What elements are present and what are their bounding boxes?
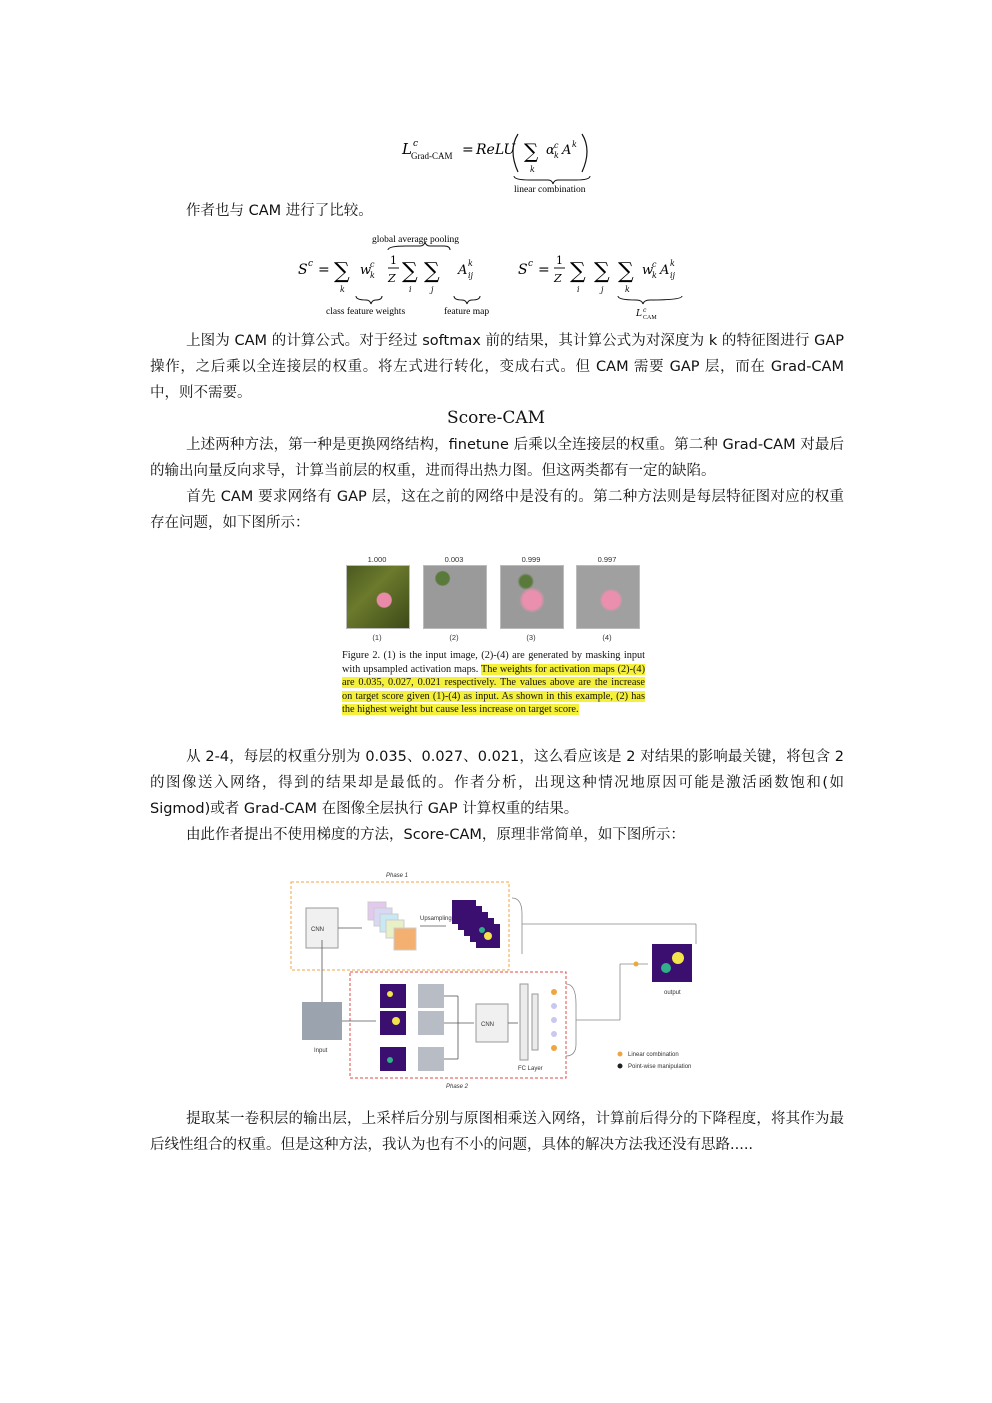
paragraph-methods: 上述两种方法，第一种是更换网络结构，finetune 后乘以全连接层的权重。第二种 Grad-CAM 对最后的输出向量反向求导，计算当前层的权重，进而得出热力图。但这两类都有一定的缺陷。 xyxy=(150,437,844,479)
svg-text:k: k xyxy=(530,165,535,174)
phase1-label: Phase 1 xyxy=(386,873,409,879)
svg-text:A: A xyxy=(660,263,670,278)
label-4: (4) xyxy=(602,633,612,642)
svg-text:1: 1 xyxy=(390,254,397,267)
svg-text:k: k xyxy=(468,259,473,268)
score-4: 0.997 xyxy=(597,555,617,564)
label-2: (2) xyxy=(449,633,459,642)
formula-l: L xyxy=(402,140,412,158)
svg-text:i: i xyxy=(409,285,412,294)
output-heatmap xyxy=(652,944,692,982)
svg-text:k: k xyxy=(554,151,559,160)
masked-thumb-2 xyxy=(423,565,487,629)
svg-text:k: k xyxy=(625,285,630,294)
svg-text:c: c xyxy=(308,259,314,269)
masked-thumb-4 xyxy=(576,565,640,629)
formula-grad-cam xyxy=(400,128,600,196)
formula-relu: ReLU xyxy=(476,142,516,158)
svg-text:j: j xyxy=(601,285,604,294)
svg-text:w: w xyxy=(642,263,654,278)
formula-sum: ∑ xyxy=(524,139,539,163)
formula-eq: = xyxy=(462,142,474,158)
cnn2-label: CNN xyxy=(481,1022,494,1028)
upsampling-label: Upsampling xyxy=(420,916,452,922)
formula-sup: c xyxy=(413,139,419,149)
legend-pointwise: Point-wise manipulation xyxy=(628,1064,692,1070)
svg-text:Z: Z xyxy=(388,272,396,285)
score-cam-diagram-svg xyxy=(286,864,706,1094)
svg-text:∑: ∑ xyxy=(334,259,350,284)
paragraph-cam: 上图为 CAM 的计算公式。对于经过 softmax 前的结果，其计算公式为对深度为 k 的特征图进行 GAP 操作，之后乘以全连接层的权重。将左式进行转化，变成右式。但 CAM 需要 GAP 层，而在 Grad-CAM 中，则不需要。 xyxy=(150,333,844,401)
svg-text:∑: ∑ xyxy=(424,259,440,284)
input-image-thumb xyxy=(346,565,410,629)
formula-left-under: class feature weights xyxy=(326,307,406,317)
svg-text:k: k xyxy=(670,259,675,268)
score-2: 0.003 xyxy=(444,555,464,564)
masked-thumb-3 xyxy=(500,565,564,629)
formula-cam xyxy=(296,230,696,322)
svg-text:A: A xyxy=(562,143,572,158)
svg-text:∑: ∑ xyxy=(594,259,610,284)
svg-text:c: c xyxy=(370,260,375,269)
svg-text:j: j xyxy=(431,285,434,294)
output-label: output xyxy=(664,990,681,996)
cnn1-label: CNN xyxy=(311,927,324,933)
svg-text:c: c xyxy=(528,259,534,269)
svg-text:ij: ij xyxy=(468,271,474,280)
svg-text:∑: ∑ xyxy=(570,259,586,284)
svg-text:S: S xyxy=(298,262,308,278)
input-label: Input xyxy=(314,1048,328,1054)
svg-text:α: α xyxy=(546,143,555,158)
svg-text:1: 1 xyxy=(556,254,563,267)
svg-text:=: = xyxy=(538,262,550,278)
formula-right-under-sub: CAM xyxy=(643,315,657,321)
svg-text:c: c xyxy=(643,307,647,314)
svg-text:∑: ∑ xyxy=(618,259,634,284)
score-cam-diagram xyxy=(286,864,706,1094)
phase2-label: Phase 2 xyxy=(446,1084,469,1090)
svg-text:k: k xyxy=(572,140,577,149)
input-thumb xyxy=(302,1002,342,1040)
svg-text:c: c xyxy=(652,260,657,269)
svg-text:k: k xyxy=(370,271,375,280)
svg-text:k: k xyxy=(340,285,345,294)
svg-text:∑: ∑ xyxy=(402,259,418,284)
svg-text:ij: ij xyxy=(670,271,676,280)
formula-grad-cam-svg xyxy=(400,128,600,196)
score-3: 0.999 xyxy=(521,555,541,564)
svg-text:S: S xyxy=(518,262,528,278)
formula-cam-svg xyxy=(296,230,696,322)
svg-text:Z: Z xyxy=(554,272,562,285)
paragraph-weights: 从 2-4，每层的权重分别为 0.035、0.027、0.021，这么看应该是 2 对结果的影响最关键，将包含 2 的图像送入网络，得到的结果却是最低的。作者分析，出现这种情况地原因可能是激活函数饱和(如 Sigmod)或者 Grad-CAM 在图像全层执行 GAP 计算权重的结果。 xyxy=(150,749,844,817)
label-1: (1) xyxy=(372,633,382,642)
paragraph-compare: 作者也与 CAM 进行了比较。 xyxy=(186,203,373,219)
svg-text:L: L xyxy=(636,309,642,319)
label-3: (3) xyxy=(526,633,536,642)
svg-text:w: w xyxy=(360,263,372,278)
caption-highlight: The weights for activation maps (2)-(4) are 0.035, 0.027, 0.021 respectively. The values above are the increase on target score given (1)-(4) as input. As shown in this example, (2) has the highest weight but cause less increase on target score. xyxy=(342,663,646,716)
score-1: 1.000 xyxy=(367,555,387,564)
paragraph-issue: 首先 CAM 要求网络有 GAP 层，这在之前的网络中是没有的。第二种方法则是每层特征图对应的权重存在问题，如下图所示： xyxy=(150,489,844,531)
svg-text:k: k xyxy=(652,271,657,280)
svg-text:i: i xyxy=(577,285,580,294)
figure2-caption: Figure 2. (1) is the input image, (2)-(4) are generated by masking input with upsampled activation maps. The weights for activation maps (2)-(4) are 0.035, 0.027, 0.021 respectively. The values above are the increase on target score given (1)-(4) as input. As shown in this example, (2) has the highest weight but cause less increase on target score. xyxy=(342,650,646,716)
legend-linear: Linear combination xyxy=(628,1052,679,1058)
fc-layer-label: FC Layer xyxy=(518,1066,543,1072)
formula-sub: Grad-CAM xyxy=(411,151,453,161)
section-title: Score-CAM xyxy=(446,408,546,428)
formula-mid-under: feature map xyxy=(444,307,490,317)
formula-top-label: global average pooling xyxy=(372,235,460,245)
paragraph-final: 提取某一卷积层的输出层，上采样后分别与原图相乘送入网络，计算前后得分的下降程度，将其作为最后线性组合的权重。但是这种方法，我认为也有不小的问题，具体的解决方法我还没有思路..... xyxy=(150,1111,844,1153)
svg-text:=: = xyxy=(318,262,330,278)
formula-brace-label: linear combination xyxy=(514,185,586,195)
svg-text:A: A xyxy=(458,263,468,278)
paragraph-propose: 由此作者提出不使用梯度的方法，Score-CAM，原理非常简单，如下图所示： xyxy=(186,827,685,843)
svg-text:c: c xyxy=(554,141,559,150)
